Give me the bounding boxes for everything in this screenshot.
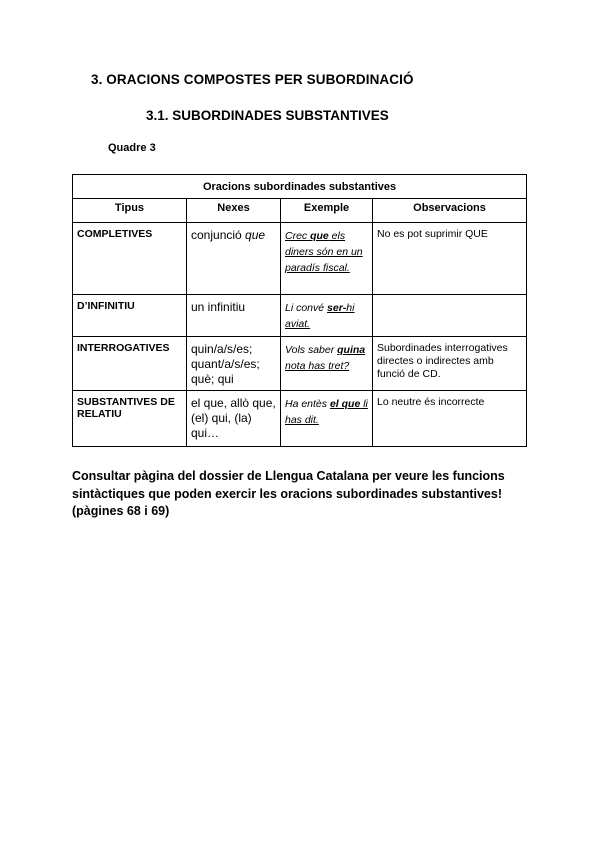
subordinades-table [72, 174, 527, 447]
cell-nexes: el que, allò que, (el) qui, (la) qui… [187, 391, 281, 447]
cell-observacions: No es pot suprimir QUE [373, 223, 527, 295]
column-header-nexes: Nexes [187, 199, 281, 223]
cell-nexes: un infinitiu [187, 295, 281, 337]
subsection-heading: 3.1. SUBORDINADES SUBSTANTIVES [146, 108, 389, 123]
cell-observacions [373, 295, 527, 337]
example-nexe: que [310, 230, 329, 242]
cell-exemple [281, 223, 373, 295]
example-pre: Crec [285, 230, 311, 242]
cell-exemple [281, 337, 373, 391]
example-pre: Ha entès [285, 398, 330, 410]
cell-tipus: SUBSTANTIVES DE RELATIU [73, 391, 187, 447]
table-caption: Quadre 3 [108, 142, 156, 154]
section-heading: 3. ORACIONS COMPOSTES PER SUBORDINACIÓ [91, 72, 414, 87]
example-post: hi aviat. [285, 302, 355, 330]
table-row [73, 391, 527, 447]
cell-observacions: Subordinades interrogatives directes o indirectes amb funció de CD. [373, 337, 527, 391]
example-post: li has dit. [285, 398, 368, 426]
cell-exemple [281, 295, 373, 337]
cell-tipus: D’INFINITIU [73, 295, 187, 337]
example-nexe: el que [329, 398, 361, 410]
nexes-emphasis: que [245, 228, 266, 242]
example-post: nota has tret? [285, 360, 350, 372]
nexes-text: conjunció [191, 228, 246, 242]
example-pre: Li convé [285, 302, 328, 314]
cell-nexes [187, 223, 281, 295]
cell-nexes: quin/a/s/es; quant/a/s/es; què; qui [187, 337, 281, 391]
example-nexe: quina [337, 344, 366, 356]
table-row [73, 337, 527, 391]
column-header-exemple: Exemple [281, 199, 373, 223]
reference-paragraph: Consultar pàgina del dossier de Llengua Catalana per veure les funcions sintàctiques que poden exercir les oracions subordinades substantives! (pàgines 68 i 69) [72, 469, 505, 518]
table-title: Oracions subordinades substantives [73, 175, 527, 199]
example-pre: Vols saber [285, 344, 338, 356]
cell-tipus: COMPLETIVES [73, 223, 187, 295]
cell-observacions: Lo neutre és incorrecte [373, 391, 527, 447]
example-post: els diners són en un paradís fiscal. [285, 230, 363, 274]
cell-tipus: INTERROGATIVES [73, 337, 187, 391]
cell-exemple [281, 391, 373, 447]
example-text [285, 230, 363, 274]
column-header-observacions: Observacions [373, 199, 527, 223]
table-row [73, 295, 527, 337]
table-row [73, 223, 527, 295]
example-nexe: ser- [327, 302, 347, 314]
column-header-tipus: Tipus [73, 199, 187, 223]
